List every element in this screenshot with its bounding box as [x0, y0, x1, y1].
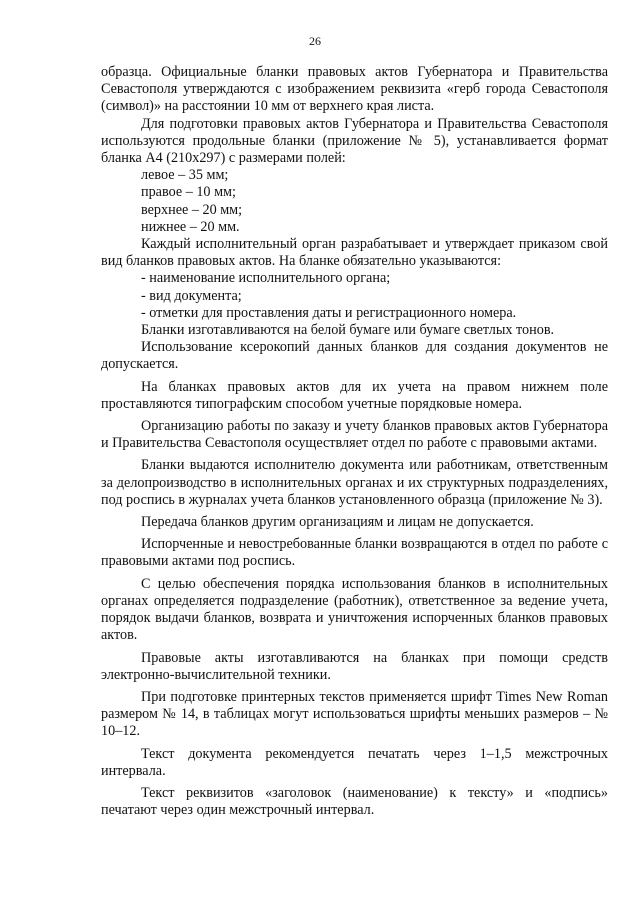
list-item: - отметки для проставления даты и регистрационного номера. [141, 304, 517, 321]
paragraph-requisites-spacing: Текст реквизитов «заголовок (наименование) к тексту» и «подпись» печатают через один межстрочный интервал. [101, 784, 608, 819]
paragraph-accounting: Организацию работы по заказу и учету бланков правовых актов Губернатора и Правительства Севастополя осуществляет отдел по работе с правовыми актами. [101, 418, 608, 452]
paragraph-executive-body-blanks: Каждый исполнительный орган разрабатывает и утверждает приказом свой вид бланков правовых актов. На бланке обязательно указываются: [101, 236, 608, 270]
paragraph-transfer: Передача бланков другим организациям и лицам не допускается. [141, 514, 534, 531]
margin-top-item: верхнее – 20 мм; [141, 201, 243, 218]
paragraph-paper: Бланки изготавливаются на белой бумаге или бумаге светлых тонов. [141, 322, 555, 339]
margin-list [101, 167, 608, 236]
document-body [101, 64, 608, 819]
list-item: - наименование исполнительного органа; [141, 270, 391, 287]
paragraph-photocopies: Использование ксерокопий данных бланков для создания документов не допускается. [101, 339, 608, 373]
paragraph-numbering: На бланках правовых актов для их учета на правом нижнем поле проставляются типографским способом учетные порядковые номера. [101, 378, 608, 412]
blank-requisites-list [101, 270, 608, 322]
margin-left-item: левое – 35 мм; [141, 167, 229, 184]
page-number: 26 [309, 34, 321, 48]
paragraph-blank-fields: Для подготовки правовых актов Губернатора и Правительства Севастополя используются продольные бланки (приложение № 5), устанавливается формат бланка А4 (210х297) с размерами полей: [101, 115, 608, 167]
paragraph-line-spacing: Текст документа рекомендуется печатать через 1–1,5 межстрочных интервала. [101, 745, 608, 779]
paragraph-issuance: Бланки выдаются исполнителю документа или работникам, ответственным за делопроизводство в исполнительных органах и их структурных подразделениях, под роспись в журналах учета бланков установленного образца (приложение № 3). [101, 457, 608, 508]
margin-right-item: правое – 10 мм; [141, 184, 236, 201]
margin-bottom-item: нижнее – 20 мм. [141, 218, 240, 235]
paragraph-responsible-unit: С целью обеспечения порядка использования бланков в исполнительных органах определяется подразделение (работник), ответственное за ведение учета, порядок выдачи бланков, возврата и уничтожения испорченных бланков правовых актов. [101, 575, 608, 644]
paragraph-returns: Испорченные и невостребованные бланки возвращаются в отдел по работе с правовыми актами под роспись. [101, 536, 608, 570]
paragraph-font: При подготовке принтерных текстов применяется шрифт Times New Roman размером № 14, в таблицах могут использоваться шрифты меньших размеров – № 10–12. [101, 688, 608, 740]
paragraph-production: Правовые акты изготавливаются на бланках при помощи средств электронно-вычислительной техники. [101, 649, 608, 683]
paragraph-blank-format-continued: образца. Официальные бланки правовых актов Губернатора и Правительства Севастополя утверждаются с изображением реквизита «герб города Севастополя (символ)» на расстоянии 10 мм от верхнего края листа. [101, 64, 608, 115]
list-item: - вид документа; [141, 287, 242, 304]
